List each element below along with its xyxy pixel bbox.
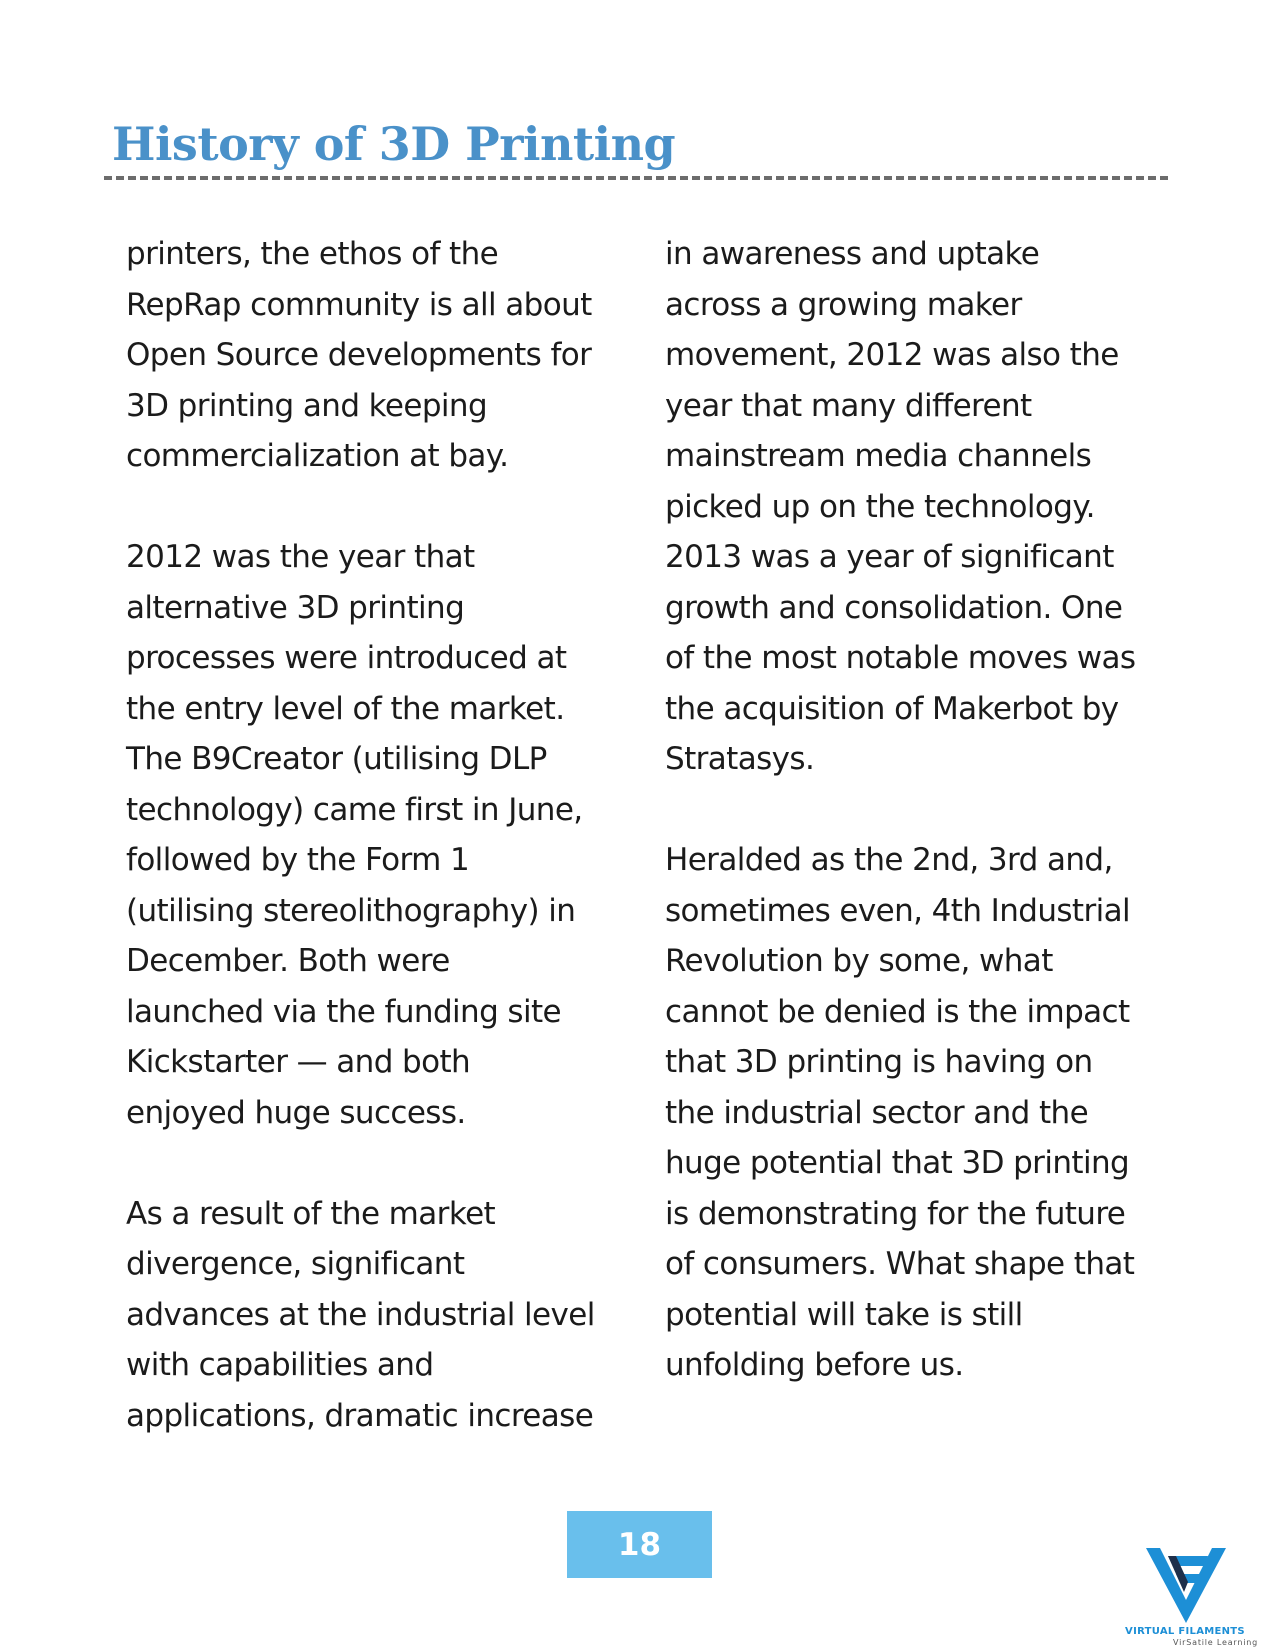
brand-mark (1112, 1548, 1258, 1648)
title-divider (104, 176, 1168, 180)
left-paragraph-1: printers, the ethos of the RepRap community is all about Open Source developments for 3D printing and keeping commercialization at bay. (126, 236, 592, 474)
left-paragraph-3: As a result of the market divergence, significant advances at the industrial level with capabilities and applications, dramatic increase (126, 1195, 595, 1434)
page-number-badge (567, 1511, 712, 1578)
brand-name: VIRTUAL FILAMENTS (1125, 1626, 1245, 1637)
brand-tagline: VirSatile Learning (1173, 1638, 1258, 1647)
right-paragraph-2: Heralded as the 2nd, 3rd and, sometimes even, 4th Industrial Revolution by some, what cannot be denied is the impact that 3D printing is having on the industrial sector and the huge potential that 3D printing is demonstrating for the future of consumers. What shape that potential will take is still unfolding before us. (665, 842, 1135, 1383)
vf-logo-icon (1146, 1548, 1226, 1623)
left-column (126, 229, 626, 1441)
left-paragraph-2: 2012 was the year that alternative 3D printing processes were introduced at the entry level of the market. The B9Creator (utilising DLP technology) came first in June, followed by the Form 1 (utilising stereolithography) in December. Both were launched via the funding site Kickstarter — and both enjoyed huge success. (126, 539, 583, 1131)
right-paragraph-1: in awareness and uptake across a growing maker movement, 2012 was also the year that many different mainstream media channels picked up on the technology. 2013 was a year of significant growth and consolidation. One of the most notable moves was the acquisition of Makerbot by Stratasys. (665, 236, 1136, 777)
right-column (665, 229, 1165, 1391)
page-number: 18 (617, 1526, 662, 1563)
page-title: History of 3D Printing (112, 117, 676, 171)
